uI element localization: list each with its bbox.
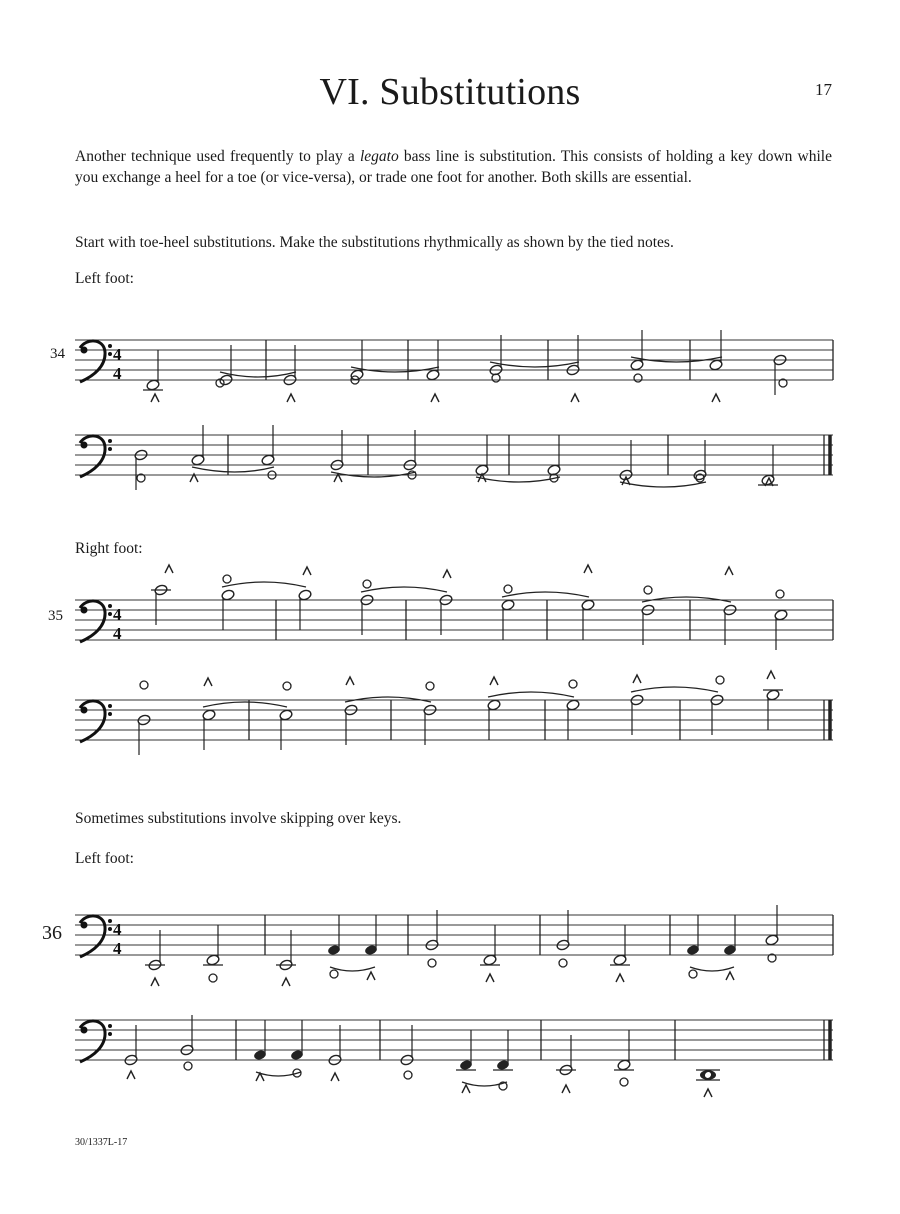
right-foot-label: Right foot: <box>75 540 143 557</box>
page-number: 17 <box>815 80 832 99</box>
time-signature-top: 4 <box>113 920 122 939</box>
pedal-markings <box>127 1062 712 1097</box>
time-signature-bottom: 4 <box>113 364 122 383</box>
intro-paragraph <box>75 146 832 188</box>
exercise-number: 35 <box>48 608 63 624</box>
pedal-markings <box>151 374 787 402</box>
pedal-markings <box>137 471 773 486</box>
whole-note <box>696 1070 720 1080</box>
exercise-number: 36 <box>42 922 62 944</box>
staff-lines <box>75 435 833 475</box>
time-signature-top: 4 <box>113 605 122 624</box>
bass-clef-icon <box>80 701 112 742</box>
exercise-36-system-2 <box>0 1000 900 1100</box>
exercise-34-system-2 <box>0 415 900 505</box>
time-signature-bottom: 4 <box>113 939 122 958</box>
bass-clef-icon <box>80 1021 112 1062</box>
pedal-markings <box>151 954 776 986</box>
bass-clef-icon <box>80 341 112 382</box>
bass-clef-icon <box>80 916 112 957</box>
exercise-35-system-2 <box>0 665 900 755</box>
exercise-34-system-1 <box>0 320 900 410</box>
bass-clef-icon <box>80 436 112 477</box>
instruction-paragraph-2: Sometimes substitutions involve skipping over keys. <box>75 810 402 827</box>
staff-lines <box>75 340 833 380</box>
staff-lines <box>75 915 833 955</box>
exercise-number: 34 <box>50 346 65 362</box>
bass-clef-icon <box>80 601 112 642</box>
intro-emphasis: legato <box>359 148 399 165</box>
left-foot-label-2: Left foot: <box>75 850 134 867</box>
footer-code: 30/1337L-17 <box>75 1137 128 1148</box>
left-foot-label-1: Left foot: <box>75 270 134 287</box>
ties <box>222 582 731 602</box>
staff-lines <box>75 700 833 740</box>
instruction-paragraph-1: Start with toe-heel substitutions. Make the substitutions rhythmically as shown by the tied notes. <box>75 234 674 251</box>
ties <box>203 687 718 707</box>
page-title: VI. Substitutions <box>319 71 581 113</box>
intro-text-end: bass line is substitution. This consists of holding a key down while you exchange a heel for a toe (or vice-versa), or trade one foot for another. Both skills are essential. <box>75 148 832 186</box>
time-signature-bottom: 4 <box>113 624 122 643</box>
exercise-35-system-1 <box>0 560 900 650</box>
intro-text-start: Another technique used frequently to play a <box>75 148 360 165</box>
staff-lines <box>75 600 833 640</box>
half-notes <box>137 689 783 755</box>
time-signature-top: 4 <box>113 345 122 364</box>
notes <box>124 1015 634 1076</box>
ties <box>330 967 734 971</box>
exercise-36-system-1 <box>0 895 900 990</box>
